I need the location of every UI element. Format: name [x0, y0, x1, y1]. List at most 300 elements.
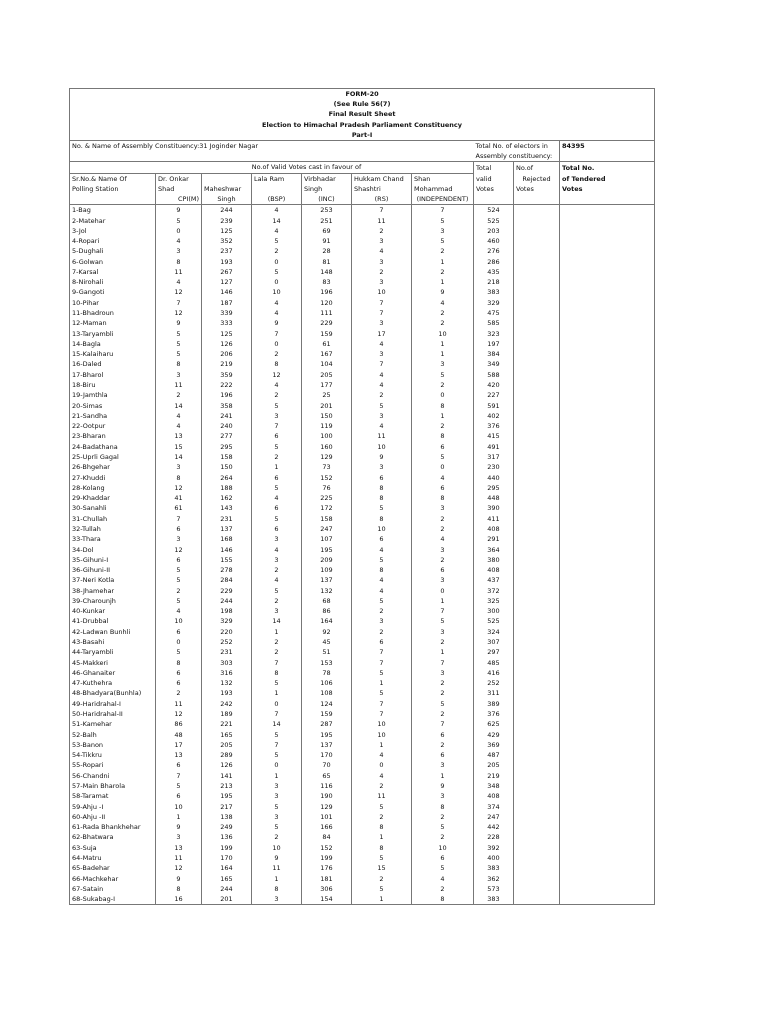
candidate-votes-cell: 2: [156, 390, 202, 400]
candidate-votes-cell: 3: [412, 627, 474, 637]
tendered-cell: [560, 545, 655, 555]
total-valid-cell: 591: [474, 401, 514, 411]
candidate-votes-cell: 11: [156, 267, 202, 277]
candidate-votes-cell: 8: [412, 401, 474, 411]
candidate-votes-cell: 4: [352, 545, 412, 555]
polling-station-name: 49-Haridrahal-I: [70, 699, 156, 709]
candidate-votes-cell: 2: [352, 606, 412, 616]
candidate-votes-cell: 3: [352, 257, 412, 267]
candidate-votes-cell: 4: [352, 339, 412, 349]
candidate-votes-cell: 209: [302, 555, 352, 565]
candidate-votes-cell: 1: [252, 874, 302, 884]
candidate-votes-cell: 6: [412, 565, 474, 575]
valid-votes-caption: No.of Valid Votes cast in favour of: [202, 162, 412, 173]
table-row: [70, 802, 655, 812]
candidate-votes-cell: 3: [156, 534, 202, 544]
rejected-cell: [514, 421, 560, 431]
rejected-cell: [514, 760, 560, 770]
candidate-votes-cell: 7: [252, 658, 302, 668]
candidate-votes-cell: 7: [252, 709, 302, 719]
candidate-votes-cell: 3: [352, 277, 412, 287]
candidate-votes-cell: 242: [202, 699, 252, 709]
cand6-name-1: Shan: [412, 173, 474, 184]
candidate-votes-cell: 7: [252, 421, 302, 431]
candidate-votes-cell: 6: [252, 431, 302, 441]
polling-station-name: 4-Ropari: [70, 236, 156, 246]
candidate-votes-cell: 8: [252, 884, 302, 894]
table-row: [70, 339, 655, 349]
candidate-votes-cell: 3: [412, 226, 474, 236]
total-valid-cell: 416: [474, 668, 514, 678]
tendered-cell: [560, 267, 655, 277]
rejected-cell: [514, 503, 560, 513]
rejected-cell: [514, 493, 560, 503]
tendered-cell: [560, 236, 655, 246]
polling-station-name: 31-Chullah: [70, 514, 156, 524]
table-row: [70, 874, 655, 884]
rejected-cell: [514, 349, 560, 359]
tendered-cell: [560, 575, 655, 585]
candidate-votes-cell: 158: [202, 452, 252, 462]
polling-station-name: 66-Machkehar: [70, 874, 156, 884]
candidate-votes-cell: 2: [156, 688, 202, 698]
candidate-votes-cell: 244: [202, 884, 252, 894]
candidate-votes-cell: 83: [302, 277, 352, 287]
candidate-votes-cell: 6: [352, 534, 412, 544]
polling-station-name: 26-Bhgehar: [70, 462, 156, 472]
polling-station-name: 13-Taryambli: [70, 329, 156, 339]
tendered-cell: [560, 431, 655, 441]
table-row: [70, 277, 655, 287]
candidate-votes-cell: 9: [252, 318, 302, 328]
candidate-votes-cell: 129: [302, 452, 352, 462]
tendered-cell: [560, 740, 655, 750]
polling-station-name: 58-Taramat: [70, 791, 156, 801]
total-valid-cell: 475: [474, 308, 514, 318]
candidate-votes-cell: 278: [202, 565, 252, 575]
candidate-votes-cell: 1: [412, 411, 474, 421]
polling-station-name: 23-Bharan: [70, 431, 156, 441]
table-row: [70, 730, 655, 740]
rejected-cell: [514, 822, 560, 832]
candidate-votes-cell: 1: [352, 894, 412, 905]
polling-station-name: 60-Ahju -II: [70, 812, 156, 822]
polling-station-name: 6-Golwan: [70, 257, 156, 267]
total-valid-cell: 389: [474, 699, 514, 709]
candidate-votes-cell: 5: [352, 596, 412, 606]
total-valid-cell: 429: [474, 730, 514, 740]
tendered-cell: [560, 390, 655, 400]
table-row: [70, 586, 655, 596]
polling-station-name: 64-Matru: [70, 853, 156, 863]
candidate-votes-cell: 8: [352, 514, 412, 524]
candidate-votes-cell: 17: [156, 740, 202, 750]
candidate-votes-cell: 7: [156, 298, 202, 308]
table-row: [70, 411, 655, 421]
polling-station-name: 24-Badathana: [70, 442, 156, 452]
total-valid-cell: 408: [474, 524, 514, 534]
total-valid-cell: 390: [474, 503, 514, 513]
srno-header-1: Sr.No.& Name Of: [70, 173, 156, 184]
cand4-party: (INC): [302, 194, 352, 205]
table-row: [70, 359, 655, 369]
table-row: [70, 236, 655, 246]
tendered-cell: [560, 853, 655, 863]
rejected-cell: [514, 781, 560, 791]
candidate-votes-cell: 153: [302, 658, 352, 668]
candidate-votes-cell: 65: [302, 771, 352, 781]
table-row: [70, 699, 655, 709]
candidate-votes-cell: 152: [302, 473, 352, 483]
table-row: [70, 555, 655, 565]
candidate-votes-cell: 125: [202, 226, 252, 236]
polling-station-name: 8-Nirohali: [70, 277, 156, 287]
candidate-votes-cell: 188: [202, 483, 252, 493]
rejected-cell: [514, 339, 560, 349]
total-valid-cell: 311: [474, 688, 514, 698]
polling-station-name: 54-Tikkru: [70, 750, 156, 760]
candidate-votes-cell: 108: [302, 688, 352, 698]
candidate-votes-cell: 5: [252, 442, 302, 452]
candidate-votes-cell: 9: [352, 452, 412, 462]
candidate-votes-cell: 225: [302, 493, 352, 503]
polling-station-name: 16-Daled: [70, 359, 156, 369]
total-valid-cell: 362: [474, 874, 514, 884]
polling-station-name: 17-Bharol: [70, 370, 156, 380]
rejected-cell: [514, 874, 560, 884]
rejected-cell: [514, 401, 560, 411]
candidate-votes-cell: 264: [202, 473, 252, 483]
tendered-cell: [560, 730, 655, 740]
candidate-votes-cell: 8: [412, 894, 474, 905]
candidate-votes-cell: 7: [352, 699, 412, 709]
total-valid-cell: 324: [474, 627, 514, 637]
polling-station-name: 67-Satain: [70, 884, 156, 894]
candidate-votes-cell: 1: [412, 257, 474, 267]
rejected-cell: [514, 226, 560, 236]
candidate-votes-cell: 168: [202, 534, 252, 544]
candidate-votes-cell: 2: [352, 390, 412, 400]
candidate-votes-cell: 0: [352, 760, 412, 770]
tendered-cell: [560, 462, 655, 472]
tendered-h2: of Tendered: [560, 173, 655, 184]
table-row: [70, 287, 655, 297]
candidate-votes-cell: 2: [412, 421, 474, 431]
candidate-votes-cell: 25: [302, 390, 352, 400]
polling-station-name: 2-Matehar: [70, 216, 156, 226]
candidate-votes-cell: 137: [302, 575, 352, 585]
rejected-cell: [514, 534, 560, 544]
candidate-votes-cell: 4: [252, 205, 302, 216]
rejected-cell: [514, 431, 560, 441]
candidate-votes-cell: 5: [252, 483, 302, 493]
rejected-cell: [514, 329, 560, 339]
candidate-votes-cell: 4: [156, 421, 202, 431]
candidate-votes-cell: 3: [252, 812, 302, 822]
total-valid-cell: 247: [474, 812, 514, 822]
total-valid-cell: 383: [474, 863, 514, 873]
rejected-cell: [514, 308, 560, 318]
candidate-votes-cell: 101: [302, 812, 352, 822]
total-valid-cell: 411: [474, 514, 514, 524]
candidate-votes-cell: 4: [412, 298, 474, 308]
tendered-cell: [560, 812, 655, 822]
candidate-votes-cell: 138: [202, 812, 252, 822]
polling-station-name: 57-Main Bharola: [70, 781, 156, 791]
candidate-votes-cell: 359: [202, 370, 252, 380]
candidate-votes-cell: 12: [156, 545, 202, 555]
total-valid-cell: 573: [474, 884, 514, 894]
total-valid-cell: 460: [474, 236, 514, 246]
candidate-votes-cell: 166: [302, 822, 352, 832]
candidate-votes-cell: 116: [302, 781, 352, 791]
rejected-cell: [514, 730, 560, 740]
table-row: [70, 329, 655, 339]
candidate-votes-cell: 10: [352, 442, 412, 452]
table-row: [70, 853, 655, 863]
total-valid-cell: 625: [474, 719, 514, 729]
candidate-votes-cell: 11: [352, 216, 412, 226]
candidate-votes-cell: 6: [412, 442, 474, 452]
tendered-cell: [560, 287, 655, 297]
tendered-cell: [560, 596, 655, 606]
candidate-votes-cell: 8: [412, 493, 474, 503]
candidate-votes-cell: 217: [202, 802, 252, 812]
candidate-votes-cell: 5: [156, 575, 202, 585]
polling-station-name: 41-Drubbal: [70, 616, 156, 626]
tendered-cell: [560, 832, 655, 842]
candidate-votes-cell: 4: [352, 586, 412, 596]
cand3-party: (BSP): [252, 194, 302, 205]
candidate-votes-cell: 2: [352, 226, 412, 236]
table-row: [70, 226, 655, 236]
candidate-votes-cell: 7: [352, 359, 412, 369]
total-valid-cell: 376: [474, 709, 514, 719]
table-row: [70, 832, 655, 842]
table-row: [70, 349, 655, 359]
candidate-votes-cell: 10: [252, 843, 302, 853]
candidate-votes-cell: 5: [412, 863, 474, 873]
candidate-votes-cell: 73: [302, 462, 352, 472]
tendered-cell: [560, 359, 655, 369]
candidate-votes-cell: 4: [252, 545, 302, 555]
candidate-votes-cell: 41: [156, 493, 202, 503]
tendered-cell: [560, 401, 655, 411]
candidate-votes-cell: 126: [202, 760, 252, 770]
candidate-votes-cell: 5: [412, 699, 474, 709]
candidate-votes-cell: 143: [202, 503, 252, 513]
total-valid-cell: 524: [474, 205, 514, 216]
candidate-votes-cell: 2: [412, 246, 474, 256]
rejected-cell: [514, 812, 560, 822]
candidate-votes-cell: 162: [202, 493, 252, 503]
total-valid-cell: 400: [474, 853, 514, 863]
polling-station-name: 28-Kolang: [70, 483, 156, 493]
candidate-votes-cell: 7: [412, 205, 474, 216]
candidate-votes-cell: 205: [302, 370, 352, 380]
candidate-votes-cell: 14: [252, 719, 302, 729]
candidate-votes-cell: 14: [252, 216, 302, 226]
tendered-cell: [560, 524, 655, 534]
candidate-votes-cell: 284: [202, 575, 252, 585]
candidate-votes-cell: 4: [352, 370, 412, 380]
candidate-votes-cell: 306: [302, 884, 352, 894]
candidate-votes-cell: 45: [302, 637, 352, 647]
candidate-votes-cell: 195: [302, 545, 352, 555]
candidate-votes-cell: 2: [412, 308, 474, 318]
tendered-cell: [560, 205, 655, 216]
rejected-cell: [514, 545, 560, 555]
candidate-votes-cell: 148: [302, 267, 352, 277]
rejected-cell: [514, 524, 560, 534]
electors-label-1: Total No. of electors in: [474, 141, 560, 152]
candidate-votes-cell: 4: [252, 493, 302, 503]
table-row: [70, 719, 655, 729]
tendered-cell: [560, 503, 655, 513]
candidate-votes-cell: 3: [156, 370, 202, 380]
candidate-votes-cell: 316: [202, 668, 252, 678]
tendered-cell: [560, 370, 655, 380]
candidate-votes-cell: 6: [412, 853, 474, 863]
candidate-votes-cell: 11: [156, 853, 202, 863]
candidate-votes-cell: 3: [252, 534, 302, 544]
candidate-votes-cell: 295: [202, 442, 252, 452]
cand5-party: (RS): [352, 194, 412, 205]
table-row: [70, 750, 655, 760]
tendered-cell: [560, 442, 655, 452]
candidate-votes-cell: 190: [302, 791, 352, 801]
tendered-cell: [560, 658, 655, 668]
rejected-cell: [514, 802, 560, 812]
total-valid-cell: 487: [474, 750, 514, 760]
candidate-votes-cell: 2: [412, 740, 474, 750]
candidate-votes-cell: 4: [252, 298, 302, 308]
total-valid-cell: 329: [474, 298, 514, 308]
candidate-votes-cell: 358: [202, 401, 252, 411]
candidate-votes-cell: 11: [156, 699, 202, 709]
candidate-votes-cell: 0: [252, 277, 302, 287]
candidate-votes-cell: 4: [352, 771, 412, 781]
candidate-votes-cell: 2: [352, 627, 412, 637]
total-valid-cell: 227: [474, 390, 514, 400]
polling-station-name: 35-Gihuni-I: [70, 555, 156, 565]
candidate-votes-cell: 2: [412, 812, 474, 822]
candidate-votes-cell: 4: [156, 277, 202, 287]
candidate-votes-cell: 7: [252, 740, 302, 750]
candidate-votes-cell: 2: [352, 781, 412, 791]
candidate-votes-cell: 28: [302, 246, 352, 256]
candidate-votes-cell: 7: [412, 719, 474, 729]
table-row: [70, 843, 655, 853]
rejected-cell: [514, 853, 560, 863]
total-valid-cell: 228: [474, 832, 514, 842]
table-row: [70, 267, 655, 277]
candidate-votes-cell: 159: [302, 709, 352, 719]
candidate-votes-cell: 17: [352, 329, 412, 339]
rejected-cell: [514, 473, 560, 483]
candidate-votes-cell: 5: [352, 503, 412, 513]
candidate-votes-cell: 8: [156, 884, 202, 894]
candidate-votes-cell: 16: [156, 894, 202, 905]
polling-station-name: 65-Badehar: [70, 863, 156, 873]
candidate-votes-cell: 9: [156, 874, 202, 884]
candidate-votes-cell: 4: [252, 575, 302, 585]
candidate-votes-cell: 11: [156, 380, 202, 390]
tendered-cell: [560, 894, 655, 905]
candidate-votes-cell: 5: [252, 822, 302, 832]
rejected-cell: [514, 616, 560, 626]
table-row: [70, 863, 655, 873]
polling-station-name: 40-Kunkar: [70, 606, 156, 616]
tendered-cell: [560, 586, 655, 596]
polling-station-name: 56-Chandni: [70, 771, 156, 781]
tendered-cell: [560, 298, 655, 308]
candidate-votes-cell: 3: [252, 606, 302, 616]
candidate-votes-cell: 221: [202, 719, 252, 729]
cand1-name-1: Dr. Onkar: [156, 173, 202, 184]
total-valid-cell: 440: [474, 473, 514, 483]
table-row: [70, 616, 655, 626]
candidate-votes-cell: 8: [252, 668, 302, 678]
tendered-cell: [560, 678, 655, 688]
candidate-votes-cell: 5: [412, 452, 474, 462]
tendered-cell: [560, 565, 655, 575]
table-row: [70, 637, 655, 647]
candidate-votes-cell: 11: [252, 863, 302, 873]
candidate-votes-cell: 9: [412, 781, 474, 791]
candidate-votes-cell: 2: [252, 349, 302, 359]
candidate-votes-cell: 1: [412, 277, 474, 287]
candidate-votes-cell: 3: [252, 555, 302, 565]
candidate-votes-cell: 253: [302, 205, 352, 216]
candidate-votes-cell: 5: [252, 730, 302, 740]
table-row: [70, 647, 655, 657]
candidate-votes-cell: 5: [352, 668, 412, 678]
candidate-votes-cell: 136: [202, 832, 252, 842]
tendered-cell: [560, 411, 655, 421]
candidate-votes-cell: 3: [156, 462, 202, 472]
candidate-votes-cell: 61: [302, 339, 352, 349]
candidate-votes-cell: 8: [156, 658, 202, 668]
candidate-votes-cell: 12: [156, 709, 202, 719]
tendered-cell: [560, 874, 655, 884]
candidate-votes-cell: 2: [412, 884, 474, 894]
candidate-votes-cell: 8: [352, 493, 412, 503]
candidate-votes-cell: 4: [156, 411, 202, 421]
cand5-name-2: Shashtri: [352, 184, 412, 194]
candidate-votes-cell: 2: [252, 246, 302, 256]
candidate-votes-cell: 231: [202, 647, 252, 657]
total-valid-cell: 485: [474, 658, 514, 668]
table-row: [70, 308, 655, 318]
candidate-votes-cell: 244: [202, 205, 252, 216]
rejected-cell: [514, 370, 560, 380]
candidate-votes-cell: 5: [412, 616, 474, 626]
candidate-votes-cell: 5: [252, 401, 302, 411]
candidate-votes-cell: 2: [252, 565, 302, 575]
polling-station-name: 34-Dol: [70, 545, 156, 555]
polling-station-name: 36-Gihuni-II: [70, 565, 156, 575]
result-table: [69, 88, 655, 905]
table-row: [70, 812, 655, 822]
rejected-cell: [514, 298, 560, 308]
tendered-cell: [560, 668, 655, 678]
candidate-votes-cell: 1: [352, 740, 412, 750]
candidate-votes-cell: 5: [252, 586, 302, 596]
candidate-votes-cell: 222: [202, 380, 252, 390]
candidate-votes-cell: 303: [202, 658, 252, 668]
polling-station-name: 44-Taryambli: [70, 647, 156, 657]
